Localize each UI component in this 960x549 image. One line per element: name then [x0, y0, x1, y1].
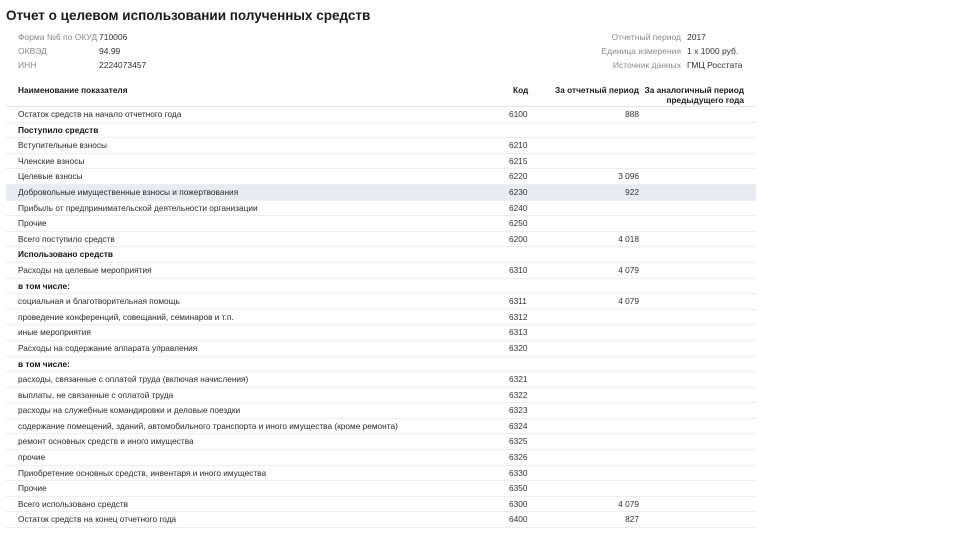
row-current-value: 4 079: [618, 264, 639, 275]
meta-left: [18, 30, 146, 72]
row-code: 6325: [509, 436, 528, 447]
meta-key: Форма №6 по ОКУД: [18, 32, 98, 42]
row-name: Прочие: [18, 218, 47, 229]
row-code: 6200: [509, 233, 528, 244]
row-name: проведение конференций, совещаний, семинаров и т.п.: [18, 311, 234, 322]
meta-row-okud: [18, 30, 146, 44]
table-row: [6, 263, 756, 279]
row-current-value: 888: [625, 109, 639, 119]
table-row: [6, 216, 756, 232]
table-row: [6, 325, 756, 341]
page-title: Отчет о целевом использовании полученных средств: [6, 8, 371, 23]
row-name: Целевые взносы: [18, 171, 83, 182]
table-row: [6, 154, 756, 170]
meta-value: 2224073457: [99, 60, 147, 70]
row-name: Использовано средств: [18, 249, 114, 260]
row-name: Расходы на целевые мероприятия: [18, 264, 152, 275]
meta-value: 1 x 1000 руб.: [687, 46, 739, 56]
row-name: Прибыль от предпринимательской деятельности организации: [18, 202, 258, 213]
row-name: содержание помещений, зданий, автомобильного транспорта и иного имущества (кроме ремонта): [18, 420, 398, 431]
row-code: 6215: [509, 155, 528, 166]
row-name: в том числе:: [18, 280, 70, 291]
table-row: [6, 481, 756, 497]
report-table: [6, 83, 756, 528]
header-previous-period-text: За аналогичный период предыдущего года: [644, 85, 744, 105]
row-code: 6323: [509, 405, 528, 416]
row-code: 6321: [509, 374, 528, 385]
table-row: [6, 466, 756, 482]
row-name: Всего использовано средств: [18, 498, 129, 509]
row-code: 6313: [509, 327, 528, 338]
table-row: [6, 403, 756, 419]
meta-value: 94.99: [99, 46, 121, 56]
meta-right: [560, 30, 750, 72]
meta-value: ГМЦ Росстата: [687, 60, 743, 70]
row-code: 6240: [509, 202, 528, 213]
table-row: [6, 419, 756, 435]
meta-row-inn: [18, 58, 146, 72]
row-code: 6350: [509, 483, 528, 494]
section-header-row: [6, 279, 756, 295]
meta-row-unit: [560, 44, 750, 58]
row-current-value: 827: [625, 514, 639, 525]
table-header: [6, 83, 756, 107]
table-row: [6, 294, 756, 310]
meta-key: Отчетный период: [611, 32, 681, 42]
table-row: [6, 138, 756, 154]
meta-value: 2017: [687, 32, 706, 42]
row-name: Членские взносы: [18, 155, 85, 166]
row-name: социальная и благотворительная помощь: [18, 296, 180, 307]
meta-row-period: [560, 30, 750, 44]
table-row: [6, 388, 756, 404]
table-row: [6, 232, 756, 248]
section-header-row: [6, 357, 756, 373]
row-name: выплаты, не связанные с оплатой труда: [18, 389, 174, 400]
row-name: ремонт основных средств и иного имущества: [18, 436, 194, 447]
row-code: 6311: [509, 296, 527, 307]
table-row: [6, 512, 756, 528]
meta-key: ИНН: [18, 60, 37, 70]
meta-key: Единица измерения: [601, 46, 681, 56]
row-current-value: 4 079: [618, 296, 639, 307]
row-code: 6100: [509, 109, 528, 119]
table-row: [6, 497, 756, 513]
meta-row-source: [560, 58, 750, 72]
row-current-value: 3 096: [618, 171, 639, 182]
row-name: Остаток средств на начало отчетного года: [18, 109, 182, 119]
row-code: 6324: [509, 420, 528, 431]
row-current-value: 4 079: [618, 498, 639, 509]
row-name: Приобретение основных средств, инвентаря и иного имущества: [18, 467, 267, 478]
section-header-row: [6, 123, 756, 139]
table-row: [6, 450, 756, 466]
section-header-row: [6, 247, 756, 263]
row-code: 6310: [509, 264, 528, 275]
table-row: [6, 185, 756, 201]
header-previous-period: [644, 85, 744, 105]
row-name: Добровольные имущественные взносы и пожертвования: [18, 186, 239, 197]
row-code: 6326: [509, 452, 528, 463]
meta-row-okved: [18, 44, 146, 58]
row-code: 6322: [509, 389, 528, 400]
row-code: 6300: [509, 498, 528, 509]
table-row: [6, 434, 756, 450]
row-name: Прочие: [18, 483, 47, 494]
meta-key: Источник данных: [612, 60, 681, 70]
row-code: 6230: [509, 186, 528, 197]
table-row: [6, 201, 756, 217]
row-name: расходы на служебные командировки и деловые поездки: [18, 405, 241, 416]
header-name: Наименование показателя: [18, 85, 128, 95]
header-code: Код: [513, 85, 529, 95]
row-current-value: 922: [625, 186, 639, 197]
row-name: иные мероприятия: [18, 327, 91, 338]
table-row: [6, 169, 756, 185]
row-code: 6330: [509, 467, 528, 478]
row-name: расходы, связанные с оплатой труда (включая начисления): [18, 374, 249, 385]
meta-value: 710006: [99, 32, 128, 42]
row-current-value: 4 018: [618, 233, 639, 244]
table-row: [6, 107, 756, 123]
row-name: Всего поступило средств: [18, 233, 115, 244]
table-body: [6, 107, 756, 528]
meta-key: ОКВЭД: [18, 46, 47, 56]
row-code: 6220: [509, 171, 528, 182]
row-name: Вступительные взносы: [18, 140, 107, 151]
table-row: [6, 310, 756, 326]
row-code: 6210: [509, 140, 528, 151]
row-name: Остаток средств на конец отчетного года: [18, 514, 177, 525]
table-row: [6, 372, 756, 388]
row-code: 6312: [509, 311, 528, 322]
table-row: [6, 341, 756, 357]
row-code: 6250: [509, 218, 528, 229]
row-name: в том числе:: [18, 358, 70, 369]
row-name: Поступило средств: [18, 124, 99, 135]
header-current-period: За отчетный период: [555, 85, 639, 95]
row-code: 6400: [509, 514, 528, 525]
row-name: прочие: [18, 452, 46, 463]
row-code: 6320: [509, 342, 528, 353]
row-name: Расходы на содержание аппарата управления: [18, 342, 198, 353]
